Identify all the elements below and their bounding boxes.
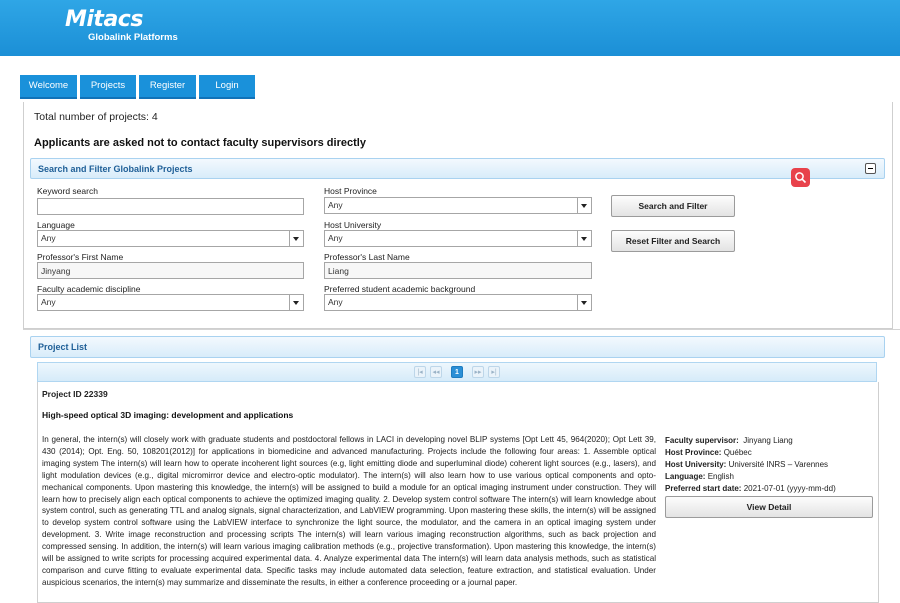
search-filter-button[interactable]: Search and Filter — [611, 195, 735, 217]
background-select[interactable] — [324, 294, 592, 311]
project-list-header[interactable] — [30, 336, 885, 358]
last-page-icon[interactable]: ▸| — [488, 366, 500, 378]
prof-last-label: Professor's Last Name — [324, 252, 410, 262]
province-value: Québec — [723, 448, 752, 457]
tab-login[interactable]: Login — [199, 75, 255, 99]
search-panel-header[interactable] — [30, 158, 885, 179]
province-label: Host Province: — [665, 448, 722, 457]
language-select[interactable] — [37, 230, 304, 247]
project-title: High-speed optical 3D imaging: development and applications — [42, 410, 294, 420]
chevron-down-icon — [577, 295, 591, 310]
chevron-down-icon — [289, 295, 303, 310]
chevron-down-icon — [577, 198, 591, 213]
discipline-select[interactable] — [37, 294, 304, 311]
prev-page-icon[interactable]: ◂◂ — [430, 366, 442, 378]
host-university-select[interactable] — [324, 230, 592, 247]
mitacs-logo[interactable]: Mitacs — [65, 7, 143, 32]
tab-projects[interactable]: Projects — [80, 75, 136, 99]
reset-filter-button[interactable]: Reset Filter and Search — [611, 230, 735, 252]
next-page-icon[interactable]: ▸▸ — [472, 366, 484, 378]
view-detail-button[interactable]: View Detail — [665, 496, 873, 518]
host-university-value: Any — [328, 233, 343, 243]
meta-language — [665, 472, 734, 481]
chevron-down-icon — [577, 231, 591, 246]
host-province-value: Any — [328, 200, 343, 210]
tab-welcome[interactable]: Welcome — [20, 75, 77, 99]
host-province-select[interactable] — [324, 197, 592, 214]
language-value: Any — [41, 233, 56, 243]
background-value: Any — [328, 297, 343, 307]
logo-subtitle: Globalink Platforms — [88, 32, 178, 43]
discipline-value: Any — [41, 297, 56, 307]
keyword-search-input[interactable] — [37, 198, 304, 215]
language-label: Language — [37, 220, 75, 230]
prof-last-name-input[interactable] — [324, 262, 592, 279]
chevron-down-icon — [289, 231, 303, 246]
site-header — [0, 0, 900, 56]
tab-register[interactable]: Register — [139, 75, 196, 99]
host-university-label: Host University — [324, 220, 382, 230]
prof-first-name-input[interactable] — [37, 262, 304, 279]
language-meta-label: Language: — [665, 472, 706, 481]
first-page-icon[interactable]: |◂ — [414, 366, 426, 378]
meta-province — [665, 448, 752, 457]
prof-first-label: Professor's First Name — [37, 252, 124, 262]
background-label: Preferred student academic background — [324, 284, 476, 294]
total-projects: Total number of projects: 4 — [34, 111, 158, 123]
meta-supervisor — [665, 436, 793, 445]
notice-text: Applicants are asked not to contact faculty supervisors directly — [34, 137, 366, 149]
search-icon[interactable] — [791, 168, 810, 187]
meta-university — [665, 460, 828, 469]
search-panel-title: Search and Filter Globalink Projects — [38, 163, 193, 174]
university-label: Host University: — [665, 460, 727, 469]
collapse-icon[interactable] — [865, 163, 876, 174]
pager-bar — [37, 362, 877, 382]
page-number-button[interactable]: 1 — [451, 366, 463, 378]
project-description: In general, the intern(s) will closely work with graduate students and postdoctoral fellows in LACI in developing novel BLIP systems [Opt Lett 45, 964(2020); Opt Lett 39, 430 (2014); Opt. Eng. 50, 108201(2012)] for applications in biomedicine and advanced manufacturing. Projects include the following four areas: 1. Assemble optical imaging system The intern(s) will learn how to operate incoherent light sources (e.g, light emitting diode and superluminal diode) coherent light sources (e.g., lasers), and light modulation devices (e.g., digital micromirror device and electro-optic modulator). The intern(s) will also learn how to use various optical components and opto-mechanical components. Upon mastering this knowledge, the intern(s) will be assigned to build a module for an optical imaging instrument under construction. They will learn how to precisely align each optical components to achieve the optimized imaging quality. 2. Develop system control software The intern(s) will learn knowledge about system control, such as generating TTL and analog signals, signal characterization, and LabVIEW programming. Upon mastering these skills, the intern(s) will be assigned to develop system control software using the LabVIEW interface to synchronize the light source, the modulator, and the camera in an optical imaging system under development. 3. Write image reconstruction and processing scripts The intern(s) will learn various imaging reconstruction algorithms, such as back projection and compressed sensing. In addition, the intern(s) will learn various imaging calibration methods (e.g., projective transformation). Upon mastering this knowledge, the intern(s) will be assigned to write scripts for processing acquired experimental data. 4. Analyze experimental data The intern(s) will learn data analysis methods, such as statistical comparison and curve fitting to evaluate experimental data. Specific tasks may include automated data selection, feature extraction, and statistical evaluation. Under auspicious scenarios, the intern(s) may summarize and disseminate the results, in either a conference proceeding or a journal paper. — [42, 435, 656, 587]
start-date-value: 2021-07-01 (yyyy-mm-dd) — [743, 484, 836, 493]
project-id: Project ID 22339 — [42, 389, 108, 399]
project-list-title: Project List — [38, 342, 88, 352]
host-province-label: Host Province — [324, 186, 377, 196]
start-date-label: Preferred start date: — [665, 484, 742, 493]
discipline-label: Faculty academic discipline — [37, 284, 141, 294]
keyword-label: Keyword search — [37, 186, 98, 196]
supervisor-label: Faculty supervisor: — [665, 436, 739, 445]
language-meta-value: English — [707, 472, 734, 481]
supervisor-value: Jinyang Liang — [743, 436, 793, 445]
university-value: Université INRS – Varennes — [728, 460, 829, 469]
section-divider — [23, 329, 900, 330]
meta-start-date — [665, 484, 836, 493]
